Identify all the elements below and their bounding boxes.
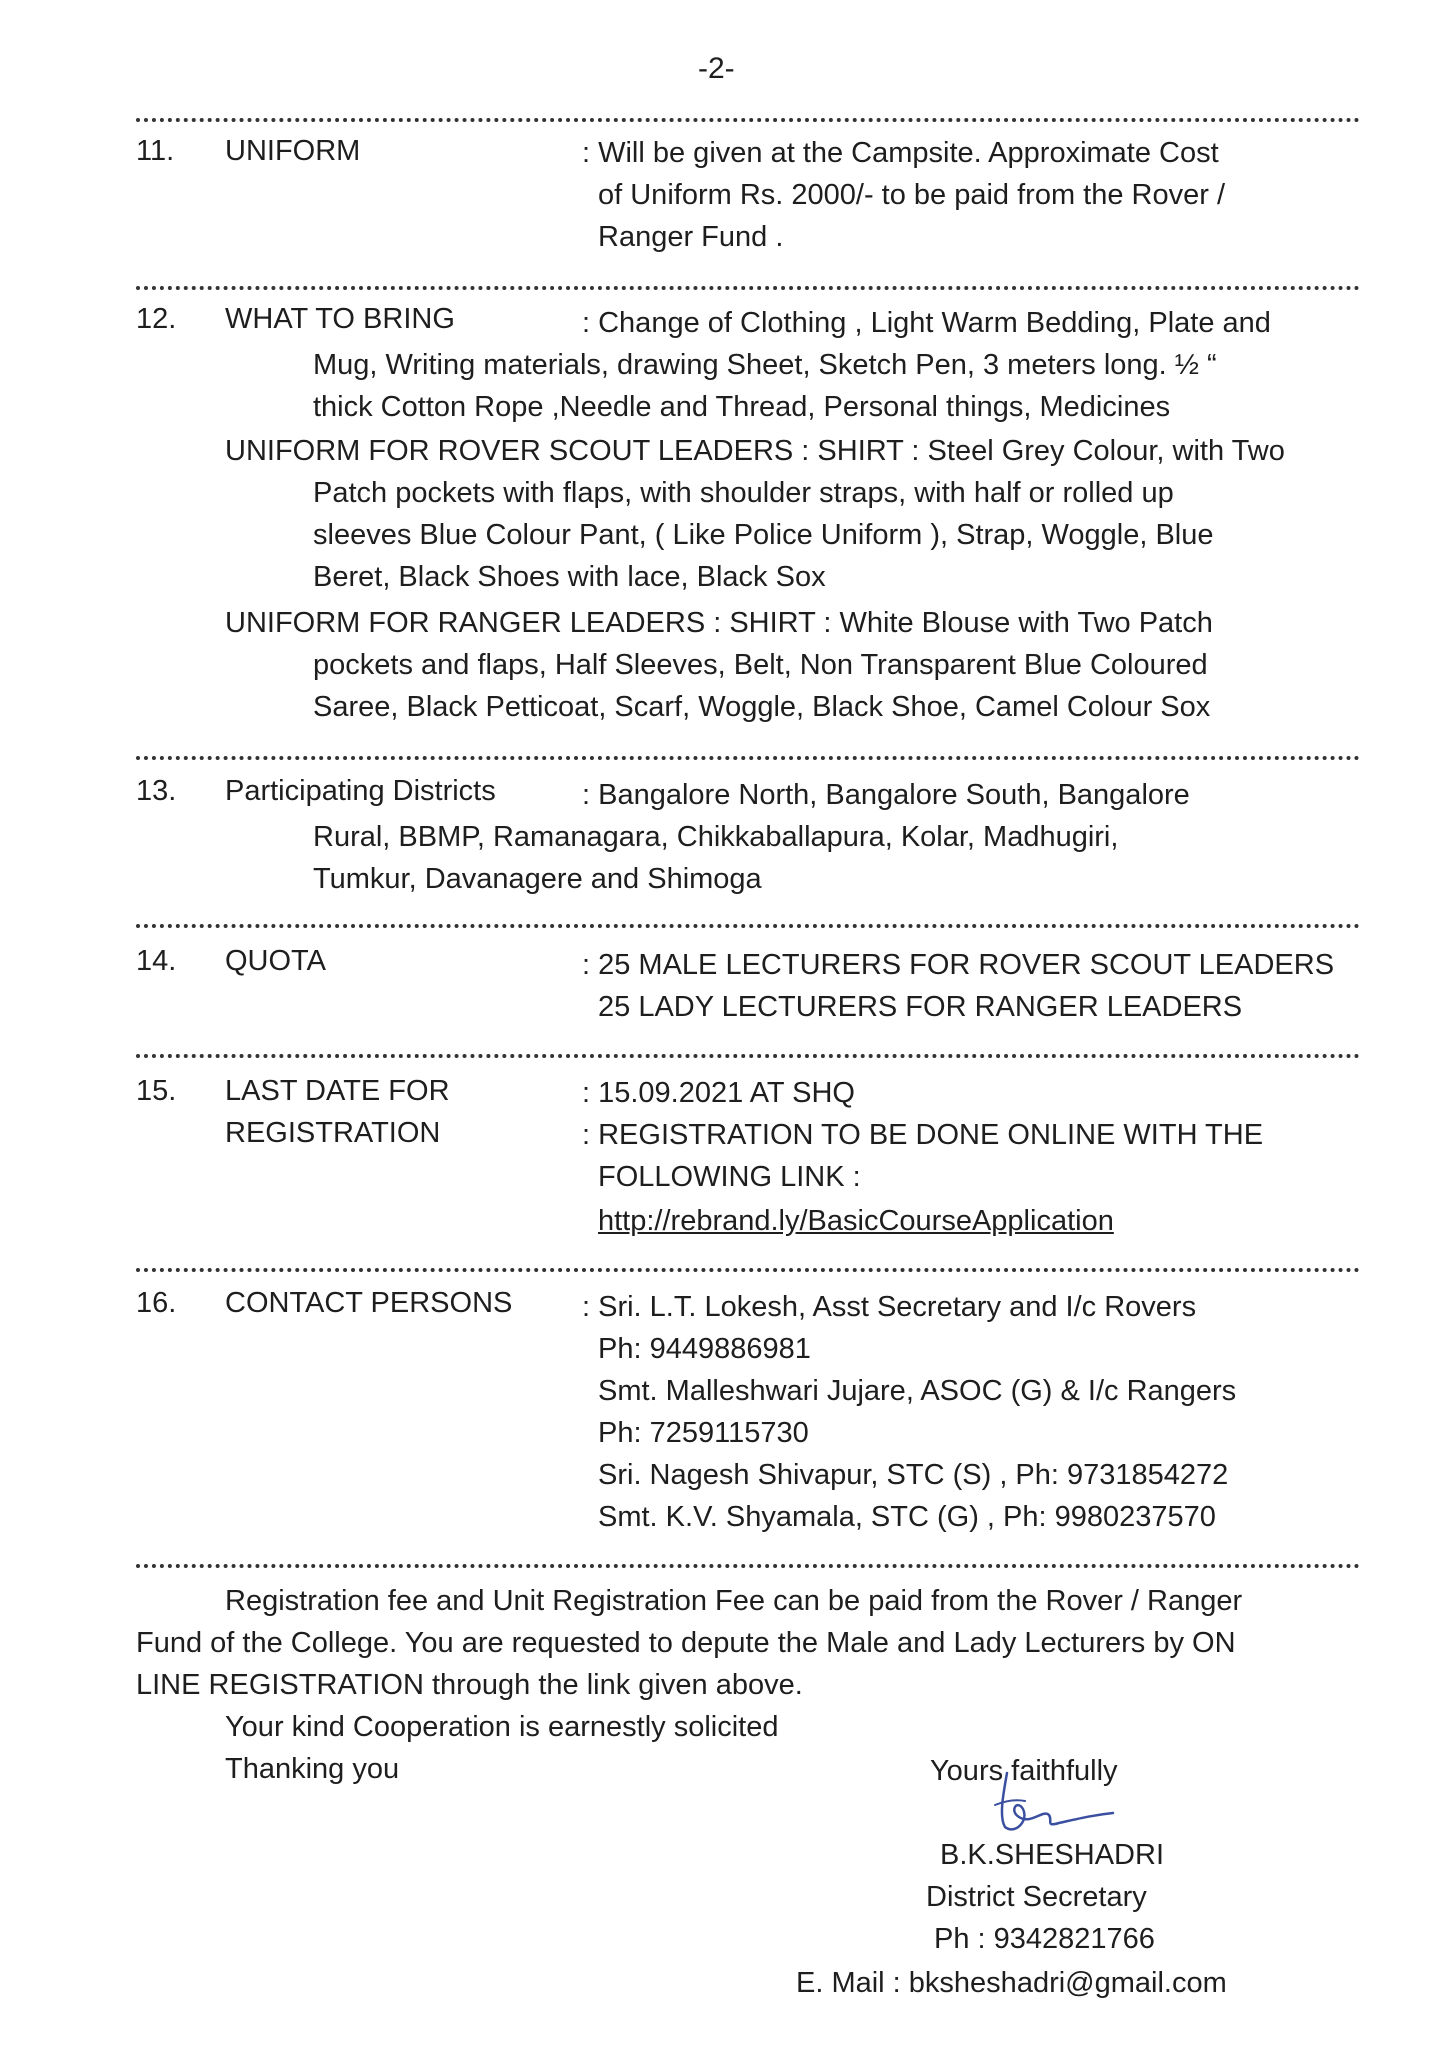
item-number: 14. (136, 945, 177, 977)
item-number: 15. (136, 1075, 177, 1107)
item-label: LAST DATE FOR (225, 1075, 450, 1107)
signatory-email[interactable]: E. Mail : bksheshadri@gmail.com (796, 1967, 1227, 1999)
item-label: Participating Districts (225, 775, 496, 807)
item-text: : Bangalore North, Bangalore South, Bangalore (582, 779, 1190, 811)
rover-uniform-heading: UNIFORM FOR ROVER SCOUT LEADERS : SHIRT : Steel Grey Colour, with Two (225, 435, 1285, 467)
item-text: of Uniform Rs. 2000/- to be paid from the Rover / (598, 179, 1225, 211)
item-text: thick Cotton Rope ,Needle and Thread, Personal things, Medicines (313, 391, 1171, 423)
separator (136, 1054, 1360, 1058)
thanks-line: Thanking you (225, 1753, 400, 1785)
item-label: UNIFORM (225, 135, 361, 167)
page-number: -2- (698, 52, 735, 85)
signatory-phone: Ph : 9342821766 (934, 1923, 1155, 1955)
item-text: Rural, BBMP, Ramanagara, Chikkaballapura, Kolar, Madhugiri, (313, 821, 1119, 853)
signatory-designation: District Secretary (926, 1881, 1147, 1913)
item-number: 16. (136, 1287, 177, 1319)
contact-line: Ph: 7259115730 (598, 1417, 809, 1449)
item-label: CONTACT PERSONS (225, 1287, 513, 1319)
item-text: Patch pockets with flaps, with shoulder straps, with half or rolled up (313, 477, 1174, 509)
item-text: Tumkur, Davanagere and Shimoga (313, 863, 762, 895)
separator (136, 1268, 1360, 1272)
item-text: : REGISTRATION TO BE DONE ONLINE WITH THE (582, 1119, 1264, 1151)
paragraph-line: Registration fee and Unit Registration Fee can be paid from the Rover / Ranger (225, 1585, 1243, 1617)
signatory-name: B.K.SHESHADRI (940, 1839, 1164, 1871)
item-text: : 25 MALE LECTURERS FOR ROVER SCOUT LEADERS (582, 949, 1335, 981)
item-number: 13. (136, 775, 177, 807)
item-text: : Will be given at the Campsite. Approximate Cost (582, 137, 1219, 169)
separator (136, 118, 1360, 122)
item-label: REGISTRATION (225, 1117, 441, 1149)
item-text: : Change of Clothing , Light Warm Bedding, Plate and (582, 307, 1271, 339)
item-text: Saree, Black Petticoat, Scarf, Woggle, Black Shoe, Camel Colour Sox (313, 691, 1211, 723)
item-label: WHAT TO BRING (225, 303, 455, 335)
registration-link[interactable]: http://rebrand.ly/BasicCourseApplication (598, 1205, 1114, 1237)
cooperation-line: Your kind Cooperation is earnestly solicited (225, 1711, 779, 1743)
paragraph-line: Fund of the College. You are requested to depute the Male and Lady Lecturers by ON (136, 1627, 1236, 1659)
item-text: : 15.09.2021 AT SHQ (582, 1077, 855, 1109)
yours-faithfully: Yours faithfully (930, 1755, 1118, 1787)
item-text: Beret, Black Shoes with lace, Black Sox (313, 561, 826, 593)
item-text: sleeves Blue Colour Pant, ( Like Police Uniform ), Strap, Woggle, Blue (313, 519, 1214, 551)
item-label: QUOTA (225, 945, 326, 977)
ranger-uniform-heading: UNIFORM FOR RANGER LEADERS : SHIRT : White Blouse with Two Patch (225, 607, 1213, 639)
item-text: FOLLOWING LINK : (598, 1161, 861, 1193)
item-number: 12. (136, 303, 177, 335)
separator (136, 756, 1360, 760)
item-text: Mug, Writing materials, drawing Sheet, Sketch Pen, 3 meters long. ½ “ (313, 349, 1217, 381)
item-text: 25 LADY LECTURERS FOR RANGER LEADERS (598, 991, 1243, 1023)
item-number: 11. (136, 135, 175, 167)
contact-line: Ph: 9449886981 (598, 1333, 811, 1365)
contact-line: Smt. Malleshwari Jujare, ASOC (G) & I/c Rangers (598, 1375, 1237, 1407)
item-text: pockets and flaps, Half Sleeves, Belt, Non Transparent Blue Coloured (313, 649, 1208, 681)
separator (136, 1564, 1360, 1568)
separator (136, 286, 1360, 290)
separator (136, 924, 1360, 928)
signature (985, 1765, 1135, 1845)
paragraph-line: LINE REGISTRATION through the link given above. (136, 1669, 803, 1701)
contact-line: Sri. Nagesh Shivapur, STC (S) , Ph: 9731854272 (598, 1459, 1229, 1491)
item-text: Ranger Fund . (598, 221, 784, 253)
contact-line: : Sri. L.T. Lokesh, Asst Secretary and I/c Rovers (582, 1291, 1197, 1323)
contact-line: Smt. K.V. Shyamala, STC (G) , Ph: 9980237570 (598, 1501, 1216, 1533)
